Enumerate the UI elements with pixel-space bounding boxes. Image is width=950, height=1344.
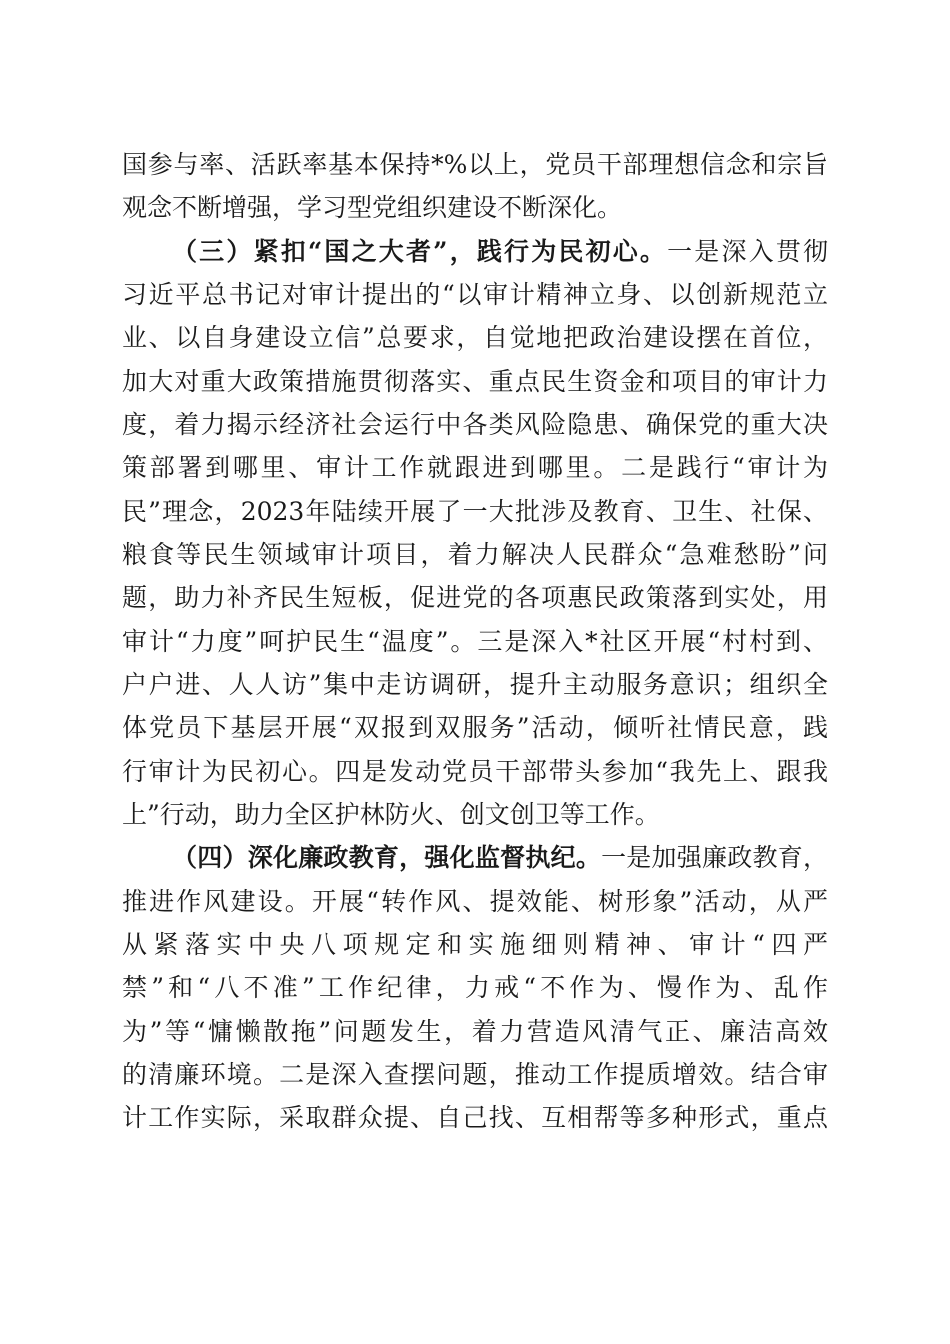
text-line: 行审计为民初心。四是发动党员干部带头参加“我先上、跟我 xyxy=(122,757,828,786)
section-4-heading: （四）深化廉政教育，强化监督执纪。 xyxy=(172,843,602,872)
text-line: 禁”和“八不准”工作纪律，力戒“不作为、慢作为、乱作 xyxy=(122,973,828,1002)
text-line: 体党员下基层开展“双报到双服务”活动，倾听社情民意，践 xyxy=(122,713,828,742)
text-line: 计工作实际，采取群众提、自己找、互相帮等多种形式，重点 xyxy=(122,1103,828,1132)
text-line: 审计“力度”呵护民生“温度”。三是深入*社区开展“村村到、 xyxy=(122,627,828,656)
section-3-body-start: 一是深入贯彻 xyxy=(667,237,828,266)
text-line: 推进作风建设。开展“转作风、提效能、树形象”活动，从严 xyxy=(122,887,828,916)
text-line: 国参与率、活跃率基本保持*%以上，党员干部理想信念和宗旨 xyxy=(122,150,828,179)
section-4-body-start: 一是加强廉政教育， xyxy=(601,843,828,872)
text-line: 民”理念，2023年陆续开展了一大批涉及教育、卫生、社保、 xyxy=(122,497,828,526)
text-line: 习近平总书记对审计提出的“以审计精神立身、以创新规范立 xyxy=(122,280,828,309)
text-line: 观念不断增强，学习型党组织建设不断深化。 xyxy=(122,193,623,222)
section-3-first-line xyxy=(172,232,828,272)
text-line: 业、以自身建设立信”总要求，自觉地把政治建设摆在首位， xyxy=(122,323,828,352)
text-line: 加大对重大政策措施贯彻落实、重点民生资金和项目的审计力 xyxy=(122,367,828,396)
text-line: 上”行动，助力全区护林防火、创文创卫等工作。 xyxy=(122,800,660,829)
section-4-first-line xyxy=(172,838,828,878)
section-3-heading: （三）紧扣“国之大者”，践行为民初心。 xyxy=(172,237,668,266)
text-line: 题，助力补齐民生短板，促进党的各项惠民政策落到实处，用 xyxy=(122,583,828,612)
text-line: 粮食等民生领域审计项目，着力解决人民群众“急难愁盼”问 xyxy=(122,540,828,569)
text-line: 策部署到哪里、审计工作就跟进到哪里。二是践行“审计为 xyxy=(122,453,828,482)
text-line: 户户进、人人访”集中走访调研，提升主动服务意识；组织全 xyxy=(122,670,828,699)
text-line: 从紧落实中央八项规定和实施细则精神、审计“四严 xyxy=(122,930,828,959)
text-line: 为”等“慵懒散拖”问题发生，着力营造风清气正、廉洁高效 xyxy=(122,1017,828,1046)
text-line: 的清廉环境。二是深入查摆问题，推动工作提质增效。结合审 xyxy=(122,1060,828,1089)
text-line: 度，着力揭示经济社会运行中各类风险隐患、确保党的重大决 xyxy=(122,410,828,439)
